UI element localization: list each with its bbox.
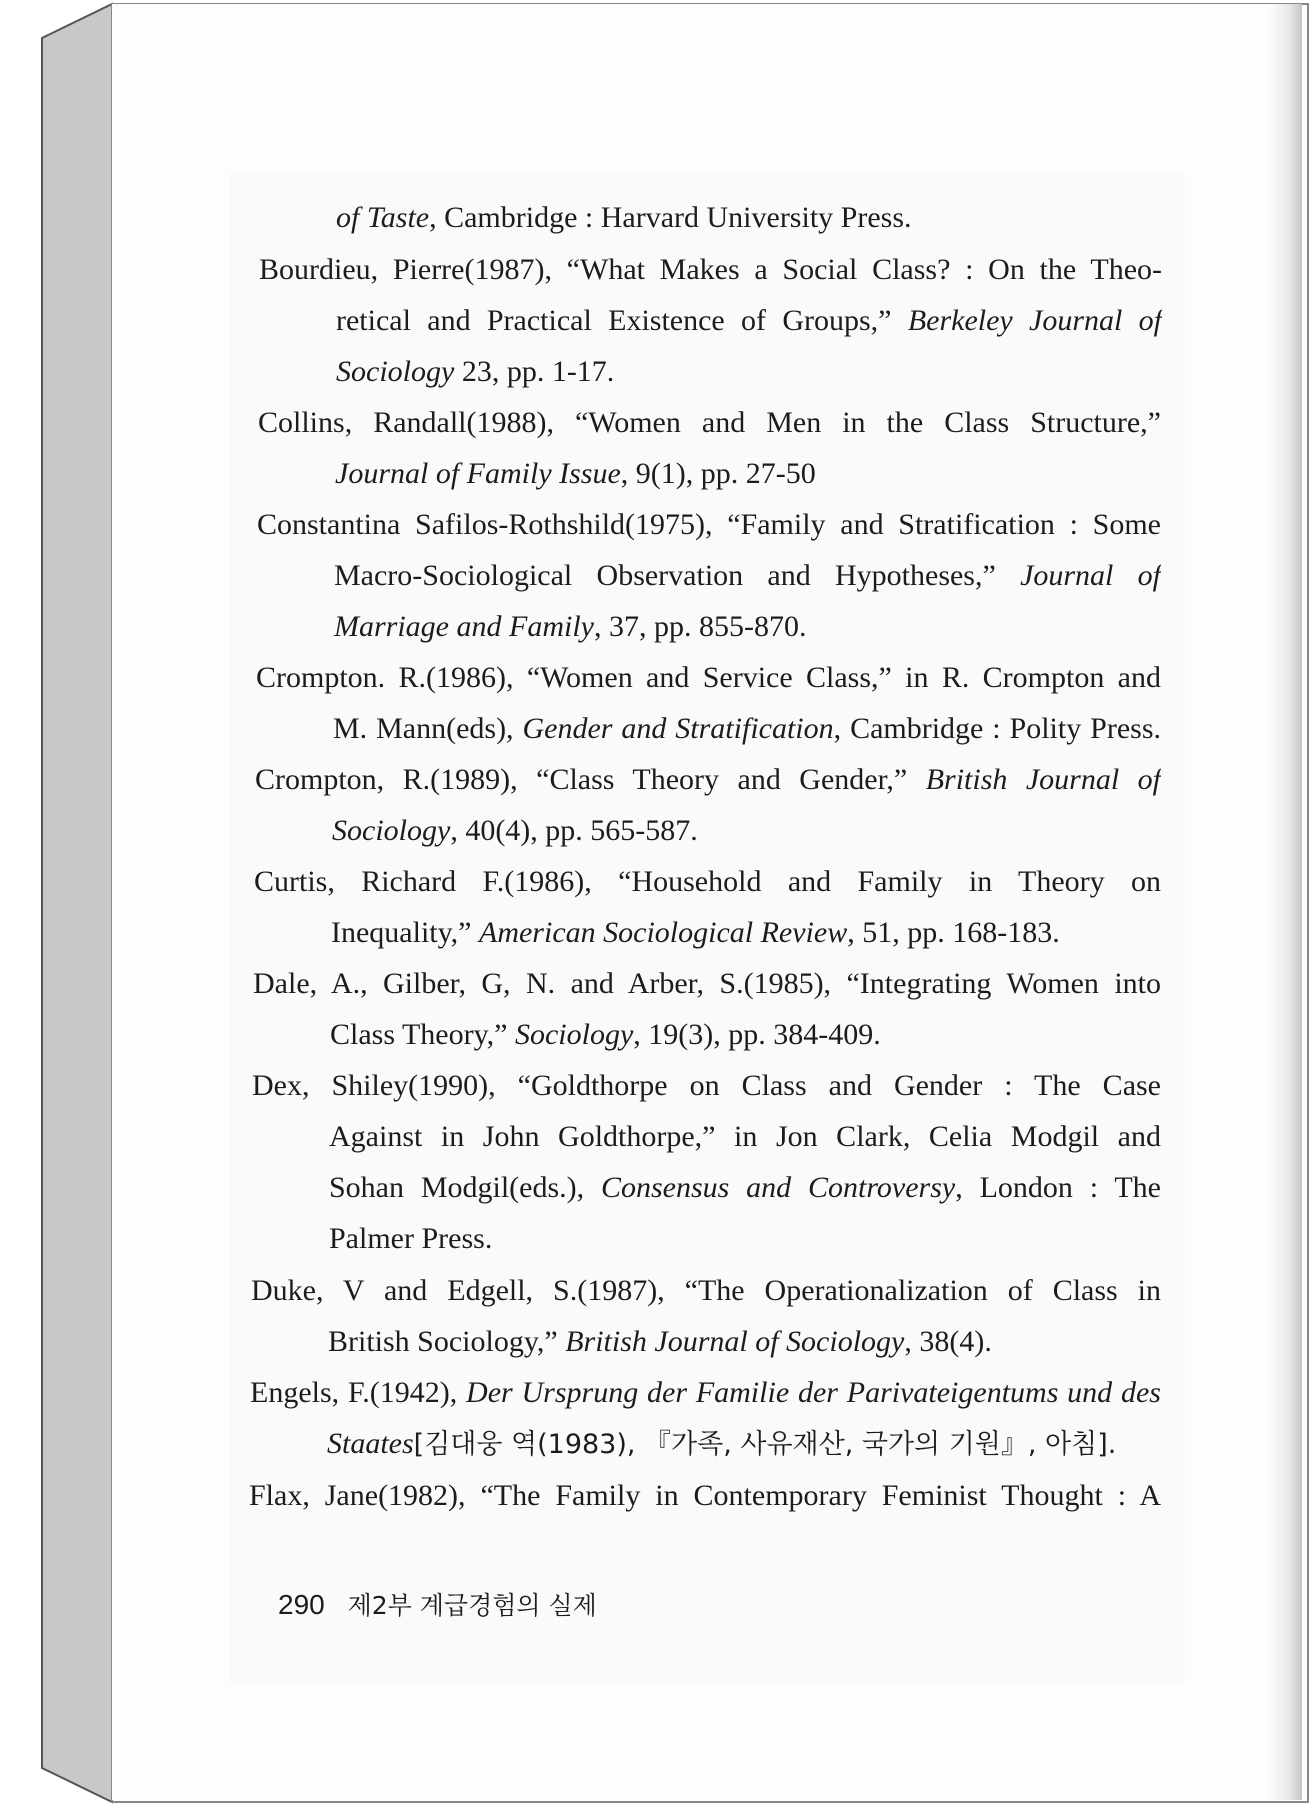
ref-line: Palmer Press. <box>329 1222 493 1255</box>
ref-line: British Sociology,” British Journal of Sociology, 38(4). <box>328 1325 992 1358</box>
ref-line: Dex, Shiley(1990), “Goldthorpe on Class and Gender : The Case <box>252 1069 1161 1102</box>
ref-line: Class Theory,” Sociology, 19(3), pp. 384-409. <box>330 1018 881 1051</box>
ref-line: Against in John Goldthorpe,” in Jon Clark, Celia Modgil and <box>329 1120 1161 1153</box>
ref-line: Bourdieu, Pierre(1987), “What Makes a Social Class? : On the Theo- <box>259 253 1162 286</box>
ref-line: Constantina Safilos-Rothshild(1975), “Family and Stratification : Some <box>257 508 1161 541</box>
ref-line: Engels, F.(1942), Der Ursprung der Familie der Parivateigentums und des <box>250 1376 1161 1409</box>
ref-line: Sociology, 40(4), pp. 565-587. <box>332 814 698 847</box>
ref-line: Inequality,” American Sociological Review, 51, pp. 168-183. <box>331 916 1060 949</box>
ref-line: Marriage and Family, 37, pp. 855-870. <box>334 610 807 643</box>
page-footer <box>278 1585 597 1626</box>
ref-line: Macro-Sociological Observation and Hypotheses,” Journal of <box>334 559 1161 592</box>
ref-line: Curtis, Richard F.(1986), “Household and Family in Theory on <box>254 865 1161 898</box>
ref-line: M. Mann(eds), Gender and Stratification, Cambridge : Polity Press. <box>333 712 1161 745</box>
section-title: 제2부 계급경험의 실제 <box>347 1591 597 1620</box>
ref-line: of Taste, Cambridge : Harvard University Press. <box>336 201 912 234</box>
ref-line: Sociology 23, pp. 1-17. <box>336 355 615 388</box>
ref-line: retical and Practical Existence of Groups,” Berkeley Journal of <box>336 304 1162 337</box>
ref-line: Journal of Family Issue, 9(1), pp. 27-50 <box>335 457 816 490</box>
page-number: 290 <box>278 1589 325 1620</box>
ref-line: Collins, Randall(1988), “Women and Men in the Class Structure,” <box>258 406 1161 439</box>
ref-line: Crompton, R.(1989), “Class Theory and Gender,” British Journal of <box>255 763 1161 796</box>
ref-line: Staates[김대웅 역(1983), 『가족, 사유재산, 국가의 기원』, 아침]. <box>327 1427 1117 1460</box>
ref-line: Duke, V and Edgell, S.(1987), “The Operationalization of Class in <box>251 1274 1161 1307</box>
ref-line: Crompton. R.(1986), “Women and Service Class,” in R. Crompton and <box>256 661 1161 694</box>
ref-line: Flax, Jane(1982), “The Family in Contemporary Feminist Thought : A <box>249 1479 1161 1512</box>
ref-line: Dale, A., Gilber, G, N. and Arber, S.(1985), “Integrating Women into <box>253 967 1161 1000</box>
ref-line: Sohan Modgil(eds.), Consensus and Controversy, London : The <box>329 1171 1161 1204</box>
